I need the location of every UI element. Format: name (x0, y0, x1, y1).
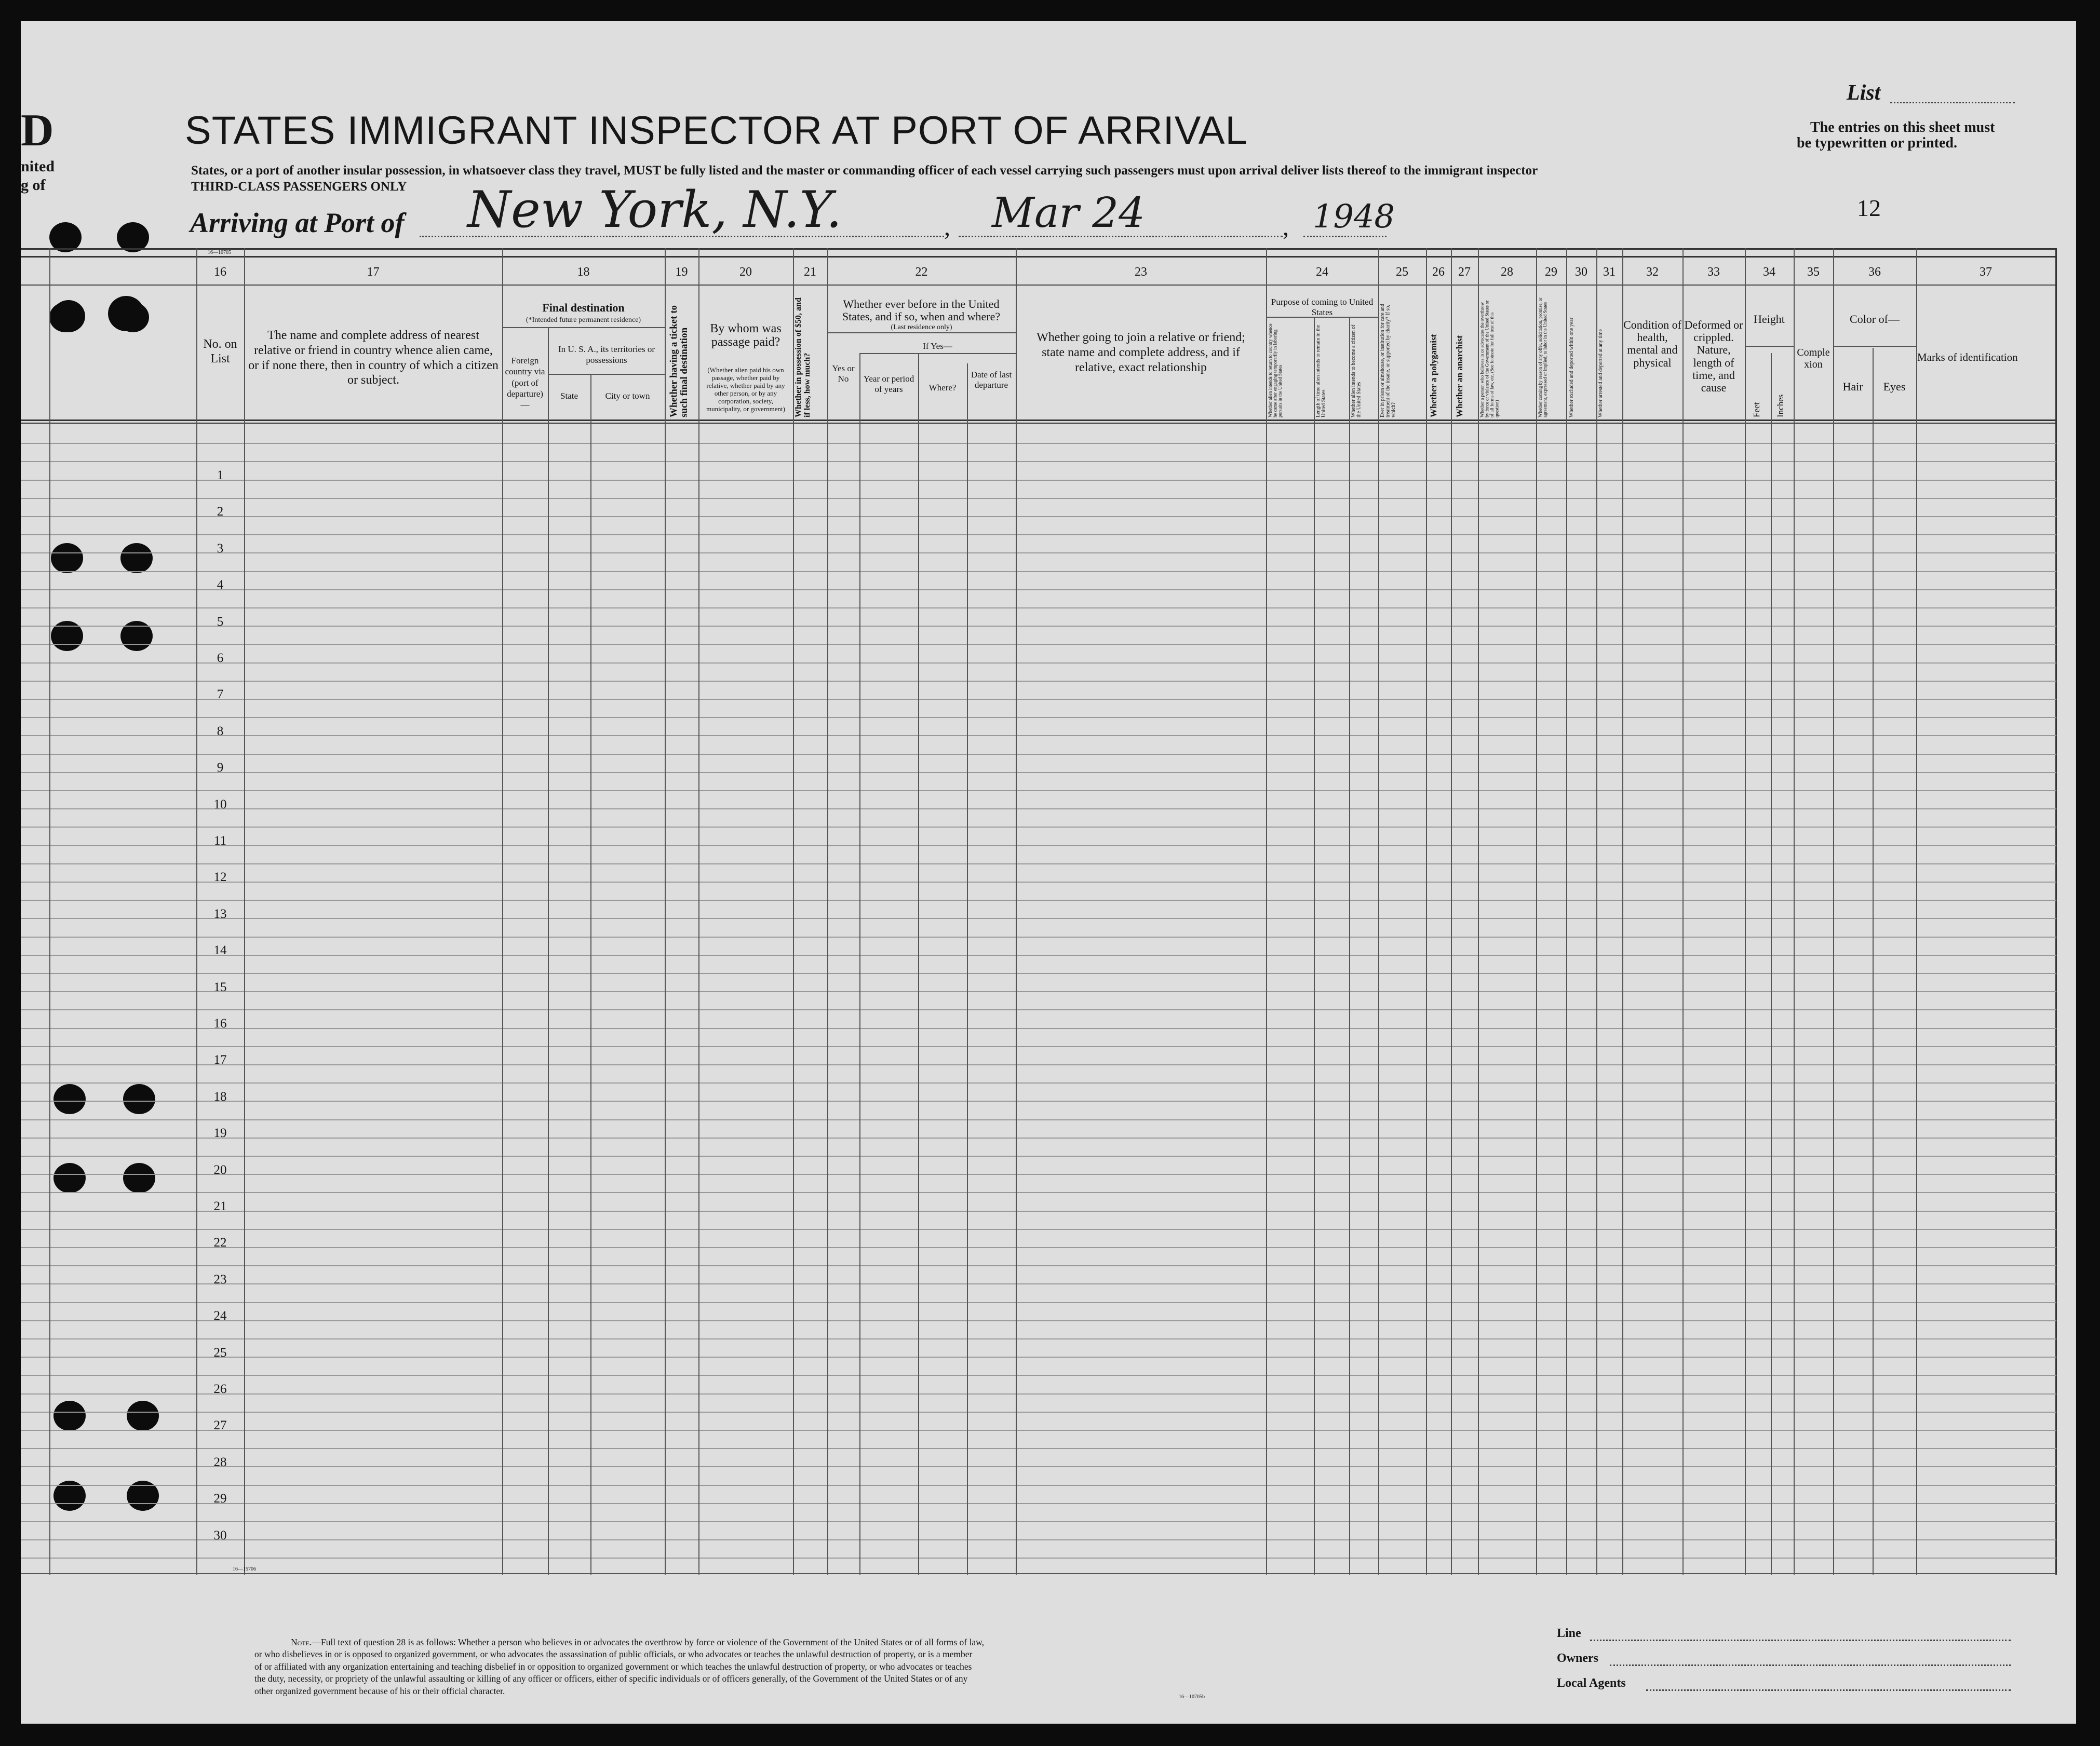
ruled-line (21, 845, 2056, 846)
ruled-line (21, 589, 2056, 590)
column-number: 32 (1646, 265, 1659, 279)
year-handwritten: 1948 (1313, 197, 1395, 235)
punch-hole-icon (120, 543, 153, 573)
header-bottom-border (21, 423, 2056, 424)
punch-hole-icon (53, 1401, 86, 1431)
column-number: 30 (1575, 265, 1587, 279)
ruled-line (21, 534, 2056, 535)
column-number: 28 (1501, 265, 1513, 279)
form-code: 16—10705b (1179, 1694, 1205, 1700)
column-number: 37 (1980, 265, 1992, 279)
ruled-line (21, 1430, 2056, 1431)
row-number: 22 (213, 1236, 227, 1250)
owners-label: Owners (1557, 1652, 1598, 1665)
header-ever-before: Whether ever before in the United States, and if so, when and where? (842, 297, 1001, 323)
header-passage-paid-note: (Whether alien paid his own passage, whether paid by relative, whether paid by any other person, or by any corporation, society, municipality, or government) (706, 366, 785, 413)
column-number: 34 (1763, 265, 1775, 279)
row-number: 24 (213, 1309, 227, 1323)
ruled-line (21, 1485, 2056, 1486)
header-labor-offer: Whether coming by reason of any offer, solicitation, promise, or agreement, expressed or implied, to labor in the United States (1538, 297, 1548, 417)
column-number: 21 (804, 265, 816, 279)
date-handwritten: Mar 24 (992, 188, 1146, 237)
header-polygamist: Whether a polygamist (1429, 334, 1438, 417)
list-dotted-line (1890, 101, 2015, 103)
form-code: 16—15706 (233, 1566, 256, 1572)
row-number: 14 (213, 943, 227, 957)
row-number: 23 (213, 1273, 227, 1287)
ruled-line (21, 1558, 2056, 1559)
header-yes-no: Yes or No (832, 363, 855, 384)
ruled-line (21, 754, 2056, 755)
row-number: 21 (213, 1199, 227, 1213)
ruled-line (21, 1521, 2056, 1522)
header-excluded: Whether excluded and deported within one year (1569, 317, 1574, 417)
ruled-line (21, 1138, 2056, 1139)
ruled-line (21, 937, 2056, 938)
row-number: 4 (217, 578, 224, 592)
footnote: Note.—Full text of question 28 is as follows: Whether a person who believes in or advocates the overthrow by force or violence of the Government of the United States or of all forms of law, or who disbelieves in or is opposed to organized government, or who advocates the assassination of public officials, or who advocates or teaches the unlawful destruction of property, or is a member of or affiliated with any organization entertaining and teaching disbelief in or opposition to organized government or which teaches the unlawful destruction of property, or who advocates or teaches the duty, necessity, or propriety of the unlawful assaulting or killing of any officer or officers, either of specific individuals or of officers generally, of the Government of the United States or of any other organized government because of his or their official character. (254, 1637, 985, 1696)
ruled-line (21, 772, 2056, 773)
ruled-line (21, 1009, 2056, 1010)
punch-hole-icon (52, 300, 85, 332)
ruled-line (21, 1320, 2056, 1321)
ruled-line (21, 1283, 2056, 1284)
row-number: 16 (213, 1017, 227, 1031)
header-hair: Hair (1842, 380, 1863, 393)
ruled-line (21, 607, 2056, 608)
header-purpose-citizen: Whether alien intends to become a citizen of the United States (1351, 324, 1362, 417)
header-final-destination: Final destination (542, 301, 625, 314)
row-number: 8 (217, 724, 224, 738)
row-number: 18 (213, 1090, 227, 1104)
header-purpose: Purpose of coming to United States (1271, 297, 1374, 317)
table-bottom-line (21, 1573, 2056, 1574)
ruled-line (21, 571, 2056, 572)
sheet-number: 12 (1857, 195, 1881, 221)
title-left-fragment: D (21, 105, 54, 156)
ruled-line (21, 662, 2056, 664)
ruled-line (21, 790, 2056, 791)
ruled-line (21, 644, 2056, 645)
header-in-usa: In U. S. A., its territories or possessions (558, 344, 655, 366)
ruled-line (21, 808, 2056, 809)
ruled-line (21, 827, 2056, 828)
row-number: 30 (213, 1528, 227, 1542)
header-no-on-list: No. on List (203, 337, 237, 366)
column-number: 20 (739, 265, 752, 279)
ruled-line (21, 973, 2056, 974)
header-state: State (560, 391, 578, 401)
column-number: 25 (1396, 265, 1408, 279)
table-top-border (21, 256, 2056, 258)
header-city-or-town: City or town (605, 391, 650, 401)
row-number: 7 (217, 687, 224, 701)
table-top-border (21, 248, 2056, 250)
column-number: 19 (675, 265, 688, 279)
header-inches: Inches (1775, 394, 1785, 417)
form-title: STATES IMMIGRANT INSPECTOR AT PORT OF ARRIVAL (185, 109, 1248, 153)
ruled-line (21, 1539, 2056, 1540)
header-date-last-departure: Date of last departure (971, 370, 1012, 390)
header-prison: Ever in prison or almshouse, or institution for care and treatment of the insane, or supported by charity? If so, which? (1380, 304, 1396, 417)
ruled-line (21, 1211, 2056, 1212)
ruled-line (21, 918, 2056, 919)
line-label: Line (1557, 1627, 1581, 1640)
ruled-line (21, 443, 2056, 444)
header-foreign-country: Foreign country via (port of departure)— (505, 356, 545, 410)
column-number: 16 (214, 265, 226, 279)
ruled-line (21, 1265, 2056, 1266)
header-deformed: Deformed or crippled. Nature, length of time, and cause (1684, 318, 1743, 394)
ruled-line (21, 461, 2056, 462)
row-number: 9 (217, 761, 224, 775)
punch-hole-icon (51, 543, 83, 573)
column-number-divider (21, 285, 2056, 286)
row-number: 11 (213, 834, 227, 848)
local-agents-label: Local Agents (1557, 1676, 1626, 1690)
header-join-relative: Whether going to join a relative or friend; state name and complete address, and if relative, exact relationship (1036, 331, 1245, 374)
entries-note: be typewritten or printed. (1797, 135, 1957, 151)
ruled-line (21, 1375, 2056, 1376)
column-number: 22 (915, 265, 928, 279)
column-number: 36 (1868, 265, 1881, 279)
punch-hole-icon (53, 1163, 86, 1193)
ruled-line (21, 626, 2056, 627)
ruled-line (21, 863, 2056, 864)
row-number: 1 (217, 468, 224, 482)
ruled-line (21, 1448, 2056, 1449)
row-number: 28 (213, 1455, 227, 1469)
passenger-class: THIRD-CLASS PASSENGERS ONLY (191, 180, 407, 194)
ruled-line (21, 735, 2056, 736)
row-number: 13 (213, 907, 227, 921)
header-passage-paid: By whom was passage paid? (710, 322, 782, 349)
footnote-label: Note.— (291, 1637, 321, 1647)
header-ever-before-note: (Last residence only) (891, 323, 952, 331)
row-number: 10 (213, 797, 227, 811)
column-number: 29 (1545, 265, 1557, 279)
punch-hole-icon (127, 1401, 159, 1431)
column-number: 27 (1458, 265, 1471, 279)
form-code: 16—10705 (208, 250, 231, 255)
ruled-line (21, 1466, 2056, 1467)
form-subtitle: States, or a port of another insular possession, in whatsoever class they travel, MUST be fully listed and the master or commanding officer of each vessel carrying such passengers must upon arrival deliver lists thereof to the immigrant inspector (191, 164, 1538, 178)
column-number: 26 (1432, 265, 1445, 279)
punch-hole-icon (123, 1163, 155, 1193)
header-eyes: Eyes (1883, 380, 1906, 393)
punch-hole-icon (53, 1084, 86, 1114)
ruled-line (21, 498, 2056, 499)
ruled-line (21, 1338, 2056, 1339)
header-feet: Feet (1752, 402, 1761, 417)
entries-note: The entries on this sheet must (1810, 119, 1995, 136)
header-year-period: Year or period of years (863, 374, 914, 395)
column-number: 18 (577, 265, 590, 279)
ruled-line (21, 552, 2056, 553)
ruled-line (21, 681, 2056, 682)
header-ticket: Whether having a ticket to such final destination (668, 305, 690, 417)
ruled-line (21, 717, 2056, 718)
ruled-line (21, 955, 2056, 956)
ruled-line (21, 1192, 2056, 1193)
row-number: 12 (213, 870, 227, 884)
port-handwritten: New York, N.Y. (467, 181, 842, 239)
header-arrested: Whether arrested and deported at any time (1598, 329, 1604, 417)
ruled-line (21, 699, 2056, 700)
arriving-label: Arriving at Port of (190, 207, 405, 238)
header-health: Condition of health, mental and physical (1623, 318, 1681, 369)
list-label: List (1847, 81, 1881, 105)
header-where: Where? (928, 383, 957, 392)
ruled-line (21, 882, 2056, 883)
ruled-line (21, 1302, 2056, 1303)
header-purpose-return: Whether alien intends to return to country whence he came after engaging temporarily in laboring pursuits in the United States (1268, 323, 1283, 417)
header-bottom-border (21, 419, 2056, 421)
row-number: 3 (217, 542, 224, 556)
row-number: 19 (213, 1126, 227, 1140)
ruled-line (21, 1156, 2056, 1157)
header-complexion: Complexion (1797, 347, 1830, 370)
ruled-line (21, 1174, 2056, 1175)
column-number: 31 (1603, 265, 1616, 279)
margin-fragment: g of (21, 177, 46, 194)
ruled-line (21, 1064, 2056, 1065)
ruled-line (21, 1357, 2056, 1358)
header-height: Height (1754, 313, 1785, 326)
header-overthrow: Whether a person who believes in or advocates the overthrow by force or violence of the Government of the United States or of all forms of law, etc. (See footnote for full text of this question) (1479, 300, 1500, 417)
header-marks-identification: Marks of identification (1917, 351, 2018, 363)
row-number: 17 (213, 1053, 227, 1067)
ruled-line (21, 1101, 2056, 1102)
header-color-of: Color of— (1850, 313, 1900, 326)
row-number: 20 (213, 1163, 227, 1177)
header-possession-50: Whether in possession of $50, and if less, how much? (794, 297, 812, 417)
column-number: 17 (367, 265, 380, 279)
column-number: 35 (1807, 265, 1820, 279)
header-nearest-relative: The name and complete address of nearest relative or friend in country whence alien came, or if none there, then in country of which a citizen or subject. (248, 329, 499, 387)
punch-hole-icon (108, 296, 144, 331)
row-number: 29 (213, 1492, 227, 1506)
row-number: 15 (213, 980, 227, 994)
ruled-line (21, 991, 2056, 992)
ruled-line (21, 516, 2056, 517)
row-number: 2 (217, 505, 224, 519)
row-number: 26 (213, 1382, 227, 1396)
ruled-line (21, 1028, 2056, 1029)
manifest-sheet: D nited g of STATES IMMIGRANT INSPECTOR AT PORT OF ARRIVAL States, or a port of another insular possession, in whatsoever class they travel, MUST be fully listed and the master or commanding officer of each vessel carrying such passengers must upon arrival deliver lists thereof to the immigrant inspector THIRD-CLASS PASSENGERS ONLY Arriving at Port of New York, N.Y. , Mar 24 , 1948 List The entries on this sheet must be typewritten or printed. 12 16—10705 16 17 18 19 20 21 22 23 24 25 26 27 28 29 30 31 32 33 34 35 36 37 No. on List The name and complete address of nearest relative or friend in country whence alien came, or if none there, then in country of which a citizen or subject. Final destination (*Intended future permanent residence) Foreign country via (port of departure)— In U. S. A., its territories or possessions State City or town Whether having a ticket to such final destination By whom was passage paid? (Whether alien paid his own passage, whether paid by relative, whether paid by any other person, or by any corporation, society, municipality, or government) Whether in possession of $50, and if less, how much? Whether ever before in the United States, and if so, when and where? (Last residence only) If Yes— Yes or No Year or period of years Where? Date of last departure Whether going to join a relative or friend; state name and complete address, and if relative, exact relationship Purpose of coming to United States Whether alien intends to return to country whence he came after engaging temporarily in laboring pursuits in the United States Length of time alien intends to remain in the United States Whether alien intends to become a citizen of the United States Ever in prison or almshouse, or institution for care and treatment of the insane, or supported by charity? If so, which? Whether a polygamist Whether an anarchist Whether a person who believes in or advocates the overthrow by force or violence of the Government of the United States or of all forms of law, etc. (See footnote for full text of this question) Whether coming by reason of any offer, solicitation, promise, or agreement, expressed or implied, to labor in the United States Whether excluded and deported within one year Whether arrested and deported at any time Condition of health, mental and physical Deformed or crippled. Nature, length of time, and cause Height Feet Inches Complexion Color of— Hair Eyes Marks of identification 1 2 3 4 5 6 7 8 9 10 11 12 13 14 15 16 17 18 19 20 21 22 23 24 25 26 27 28 29 30 16—15706 Note.—Full text of question 28 is as follows: Whether a person who believes in or advocates the overthrow by force or violence of the Government of the United States or of all forms of law, or who disbelieves in or is opposed to organized government, or who advocates the assassination of public officials, or who advocates or teaches the unlawful destruction of property, or is a member of or affiliated with any organization entertaining and teaching disbelief in or opposition to organized government or which teaches the unlawful destruction of property, or who advocates or teaches the duty, necessity, or propriety of the unlawful assaulting or killing of any officer or officers, either of specific individuals or of officers generally, of the Government of the United States or of any other organized government because of his or their official character. 16—10705b Line Owners Local Agents (0, 0, 2100, 1746)
header-purpose-length: Length of time alien intends to remain in the United States (1315, 324, 1327, 417)
header-anarchist: Whether an anarchist (1455, 335, 1464, 417)
ruled-line (21, 1229, 2056, 1230)
column-number: 33 (1707, 265, 1720, 279)
row-number: 25 (213, 1346, 227, 1360)
column-number: 24 (1316, 265, 1328, 279)
ruled-line (21, 1046, 2056, 1047)
row-number: 27 (213, 1418, 227, 1432)
margin-fragment: nited (21, 158, 55, 175)
header-if-yes: If Yes— (923, 341, 952, 351)
ruled-line (21, 900, 2056, 901)
ruled-line (21, 1119, 2056, 1120)
row-number: 6 (217, 651, 224, 665)
ruled-line (21, 1247, 2056, 1248)
ruled-line (21, 1082, 2056, 1084)
ruled-line (21, 1412, 2056, 1413)
column-number: 23 (1135, 265, 1147, 279)
punch-hole-icon (123, 1084, 155, 1114)
ruled-line (21, 1393, 2056, 1395)
ruled-line (21, 480, 2056, 481)
row-number: 5 (217, 615, 224, 629)
ruled-line (21, 1503, 2056, 1504)
header-final-destination-note: (*Intended future permanent residence) (526, 316, 641, 324)
